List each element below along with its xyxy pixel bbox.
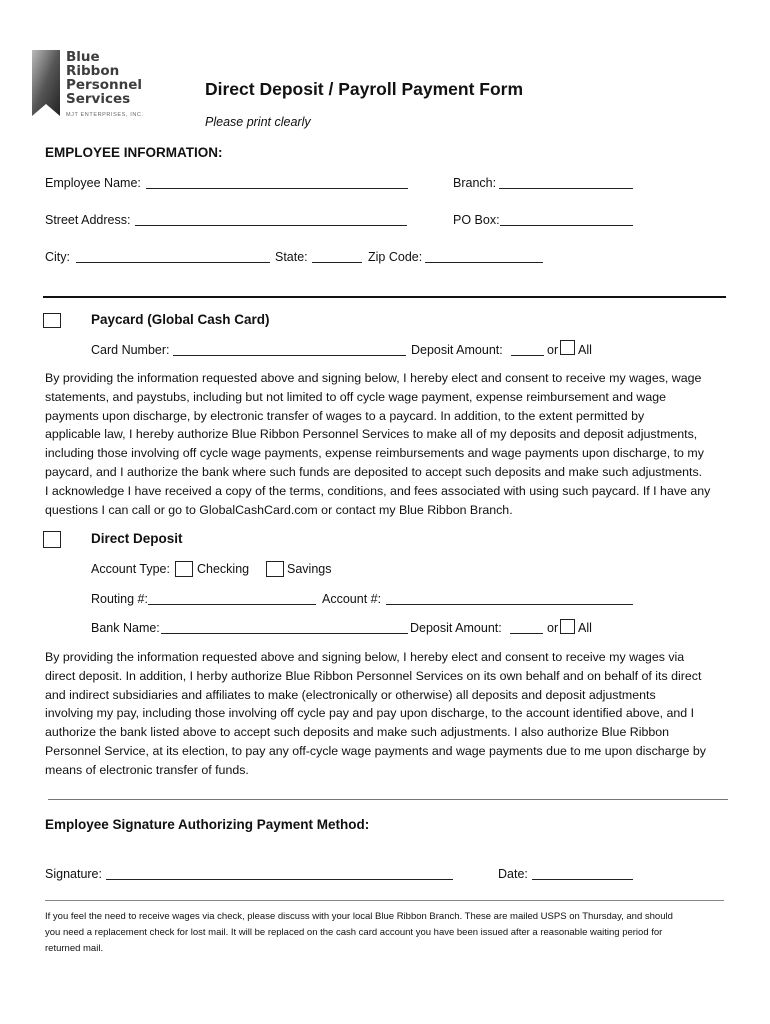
dd-all-checkbox[interactable] bbox=[560, 619, 575, 634]
street-address-label: Street Address: bbox=[45, 213, 131, 227]
account-number-field[interactable] bbox=[386, 604, 633, 605]
paycard-deposit-amount-label: Deposit Amount: bbox=[411, 343, 503, 357]
bank-name-field[interactable] bbox=[161, 633, 408, 634]
paragraph-line: By providing the information requested above and signing below, I hereby elect and consent to receive my wages via bbox=[45, 650, 685, 664]
direct-deposit-consent-paragraph bbox=[45, 648, 706, 780]
dd-deposit-amount-label: Deposit Amount: bbox=[410, 621, 502, 635]
paragraph-line: By providing the information requested above and signing below, I hereby elect and consent to receive my wages, wage bbox=[45, 371, 702, 385]
section-divider bbox=[48, 799, 728, 800]
street-address-field[interactable] bbox=[135, 225, 407, 226]
direct-deposit-checkbox[interactable] bbox=[43, 531, 61, 548]
branch-field[interactable] bbox=[499, 188, 633, 189]
savings-checkbox[interactable] bbox=[266, 561, 284, 577]
paragraph-line: I acknowledge I have received a copy of the terms, conditions, and fees associated with using such paycard. If I have any bbox=[45, 483, 711, 498]
paragraph-line: means of electronic transfer of funds. bbox=[45, 762, 249, 777]
paragraph-line: involving my pay, including those involving off cycle pay and pay upon discharge, to the account identified above, and I bbox=[45, 706, 695, 721]
paycard-checkbox[interactable] bbox=[43, 313, 61, 328]
checking-label: Checking bbox=[197, 562, 250, 576]
employee-name-label: Employee Name: bbox=[45, 176, 141, 190]
date-label: Date: bbox=[498, 867, 528, 881]
zip-code-label: Zip Code: bbox=[368, 250, 423, 264]
bank-name-label: Bank Name: bbox=[91, 621, 160, 635]
footer-line: you need a replacement check for lost mail. It will be replaced on the cash card account you have been issued after a reasonable waiting period for bbox=[45, 927, 663, 938]
zip-code-field[interactable] bbox=[425, 262, 543, 263]
employee-name-field[interactable] bbox=[146, 188, 408, 189]
signature-field[interactable] bbox=[106, 879, 453, 880]
city-label: City: bbox=[45, 250, 70, 264]
po-box-label: PO Box: bbox=[453, 213, 500, 227]
employee-info-heading: EMPLOYEE INFORMATION: bbox=[45, 145, 223, 160]
paycard-title: Paycard (Global Cash Card) bbox=[91, 312, 270, 327]
dd-deposit-amount-field[interactable] bbox=[510, 633, 543, 634]
paragraph-line: and indirect subsidiaries and affiliates to make (electronically or otherwise) all deposits and deposit adjustments bbox=[45, 687, 656, 702]
paycard-all-checkbox[interactable] bbox=[560, 340, 575, 355]
paycard-all-label: All bbox=[578, 343, 592, 357]
footer-note bbox=[45, 909, 673, 957]
account-type-label: Account Type: bbox=[91, 562, 170, 576]
state-field[interactable] bbox=[312, 262, 362, 263]
card-number-label: Card Number: bbox=[91, 343, 170, 357]
paragraph-line: payments upon discharge, by electronic transfer of wages to a paycard. In addition, to the extent permitted by bbox=[45, 408, 645, 423]
logo-text-line: Blue bbox=[66, 49, 100, 65]
paragraph-line: Personnel Service, at its election, to pay any off-cycle wage payments and wage payments due to me upon discharge by bbox=[45, 743, 706, 758]
city-field[interactable] bbox=[76, 262, 270, 263]
section-divider bbox=[45, 900, 724, 901]
routing-number-label: Routing #: bbox=[91, 592, 148, 606]
page-title: Direct Deposit / Payroll Payment Form bbox=[205, 79, 524, 99]
page-subtitle: Please print clearly bbox=[205, 115, 311, 129]
paragraph-line: including those involving off cycle wage payments, expense reimbursements and wage payments upon discharge, to my bbox=[45, 446, 704, 461]
card-number-field[interactable] bbox=[173, 355, 406, 356]
account-number-label: Account #: bbox=[322, 592, 382, 606]
section-divider bbox=[43, 296, 726, 298]
routing-number-field[interactable] bbox=[148, 604, 316, 605]
footer-line: returned mail. bbox=[45, 943, 104, 954]
paragraph-line: authorize the bank listed above to accept such deposits and make such adjustments. I also authorize Blue Ribbon bbox=[45, 725, 670, 740]
paycard-or-label: or bbox=[547, 343, 559, 357]
logo-text-line: Services bbox=[66, 91, 131, 107]
paragraph-line: direct deposit. In addition, I herby authorize Blue Ribbon Personnel Services on its own behalf and on behalf of its direct bbox=[45, 668, 702, 683]
company-logo bbox=[30, 48, 150, 123]
ribbon-logo-icon bbox=[30, 48, 62, 120]
paragraph-line: statements, and paystubs, including but not limited to off cycle wage payment, expense reimbursement and wage bbox=[45, 389, 667, 404]
signature-label: Signature: bbox=[45, 867, 102, 881]
paycard-deposit-amount-field[interactable] bbox=[511, 355, 544, 356]
direct-deposit-title: Direct Deposit bbox=[91, 531, 183, 546]
dd-all-label: All bbox=[578, 621, 592, 635]
savings-label: Savings bbox=[287, 562, 332, 576]
signature-heading: Employee Signature Authorizing Payment Method: bbox=[45, 817, 370, 832]
state-label: State: bbox=[275, 250, 308, 264]
footer-line: If you feel the need to receive wages via check, please discuss with your local Blue Ribbon Branch. These are mailed USPS on Thursday, and should bbox=[45, 911, 673, 922]
paragraph-line: paycard, and I authorize the bank where such funds are deposited to accept such deposits and make such adjustments. bbox=[45, 464, 703, 479]
logo-text-line: Ribbon bbox=[66, 63, 120, 79]
dd-or-label: or bbox=[547, 621, 559, 635]
paragraph-line: applicable law, I hereby authorize Blue Ribbon Personnel Services to make all of my deposits and deposit adjustments, bbox=[45, 427, 698, 442]
branch-label: Branch: bbox=[453, 176, 497, 190]
checking-checkbox[interactable] bbox=[175, 561, 193, 577]
logo-tagline: MJT ENTERPRISES, INC. bbox=[66, 112, 144, 118]
logo-text-line: Personnel bbox=[66, 77, 143, 93]
paycard-consent-paragraph bbox=[45, 369, 710, 519]
date-field[interactable] bbox=[532, 879, 633, 880]
po-box-field[interactable] bbox=[500, 225, 633, 226]
paragraph-line: questions I can call or go to GlobalCashCard.com or contact my Blue Ribbon Branch. bbox=[45, 502, 513, 517]
